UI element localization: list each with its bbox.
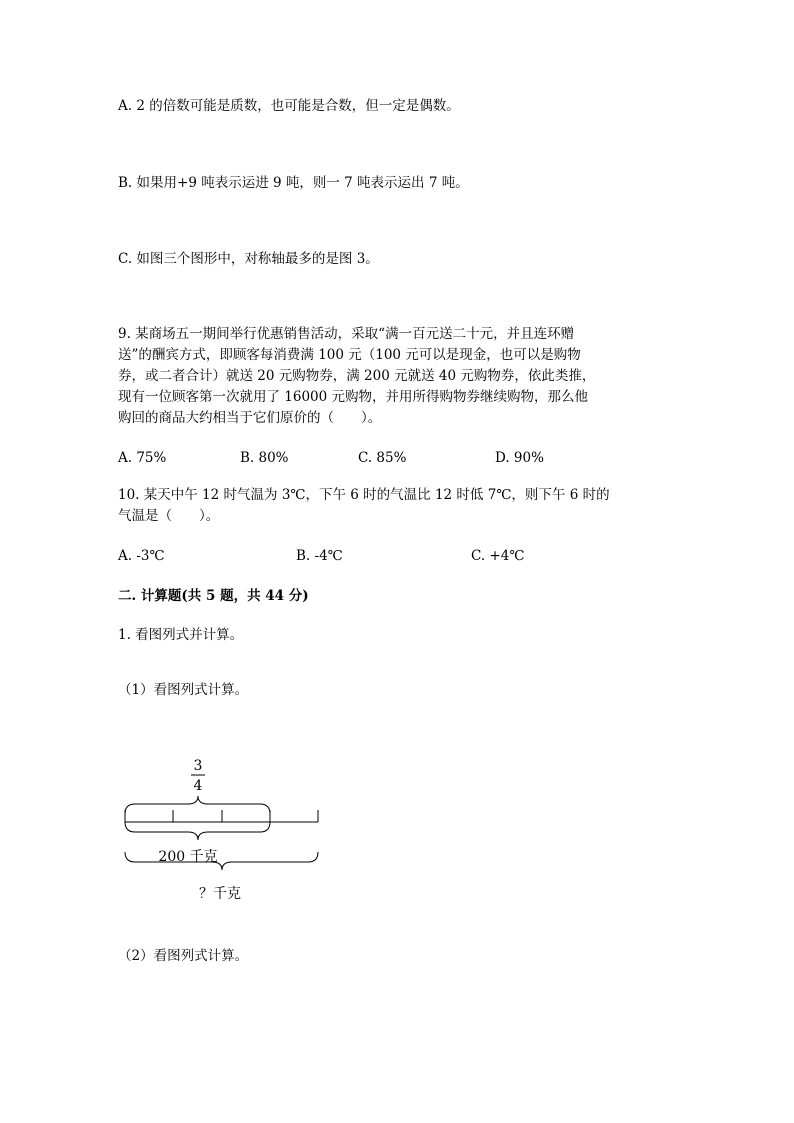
top-brace — [125, 796, 270, 814]
question-9-line: 购回的商品大约相当于它们原价的（ ）。 — [118, 410, 382, 426]
option-8a: A. 2 的倍数可能是质数，也可能是合数，但一定是偶数。 — [118, 98, 460, 114]
option-10a: A. -3℃ — [118, 548, 165, 564]
bar-model-diagram — [118, 752, 338, 907]
question-1-prompt: 1. 看图列式并计算。 — [118, 627, 244, 643]
question-9-line: 现有一位顾客第一次就用了 16000 元购物，并用所得购物券继续购物，那么他 — [118, 389, 589, 405]
section-heading: 二. 计算题(共 5 题，共 44 分) — [118, 588, 309, 604]
question-9-line: 9. 某商场五一期间举行优惠销售活动，采取“满一百元送二十元，并且连环赠 — [118, 326, 575, 342]
option-9a: A. 75% — [118, 450, 167, 466]
question-9-line: 券，或二者合计）就送 20 元购物券，满 200 元就送 40 元购物券，依此类推， — [118, 368, 596, 384]
option-10c: C. +4℃ — [471, 548, 525, 564]
segment-bar — [125, 810, 318, 822]
option-9d: D. 90% — [495, 450, 544, 466]
question-10-text — [118, 485, 678, 527]
sub-question-1: （1）看图列式计算。 — [118, 682, 249, 698]
middle-brace — [125, 822, 270, 840]
fraction-denominator: 4 — [193, 778, 203, 794]
known-weight-label: 200 千克 — [158, 849, 218, 865]
option-9b: B. 80% — [240, 450, 289, 466]
sub-question-2: （2）看图列式计算。 — [118, 948, 249, 964]
option-8b: B. 如果用+9 吨表示运进 9 吨，则一 7 吨表示运出 7 吨。 — [118, 175, 469, 191]
question-10-line: 10. 某天中午 12 时气温为 3℃，下午 6 时的气温比 12 时低 7℃，则下午 6 时的 — [118, 487, 610, 503]
fraction-numerator: 3 — [193, 758, 203, 774]
option-9c: C. 85% — [358, 450, 407, 466]
bottom-brace — [125, 852, 318, 870]
question-9-line: 送”的酬宾方式，即顾客每消费满 100 元（100 元可以是现金，也可以是购物 — [118, 347, 581, 363]
option-8c: C. 如图三个图形中，对称轴最多的是图 3。 — [118, 251, 379, 267]
question-9-text — [118, 324, 678, 429]
unknown-weight-label: ？千克 — [199, 886, 241, 902]
question-10-line: 气温是（ ）。 — [118, 508, 220, 524]
option-10b: B. -4℃ — [296, 548, 343, 564]
